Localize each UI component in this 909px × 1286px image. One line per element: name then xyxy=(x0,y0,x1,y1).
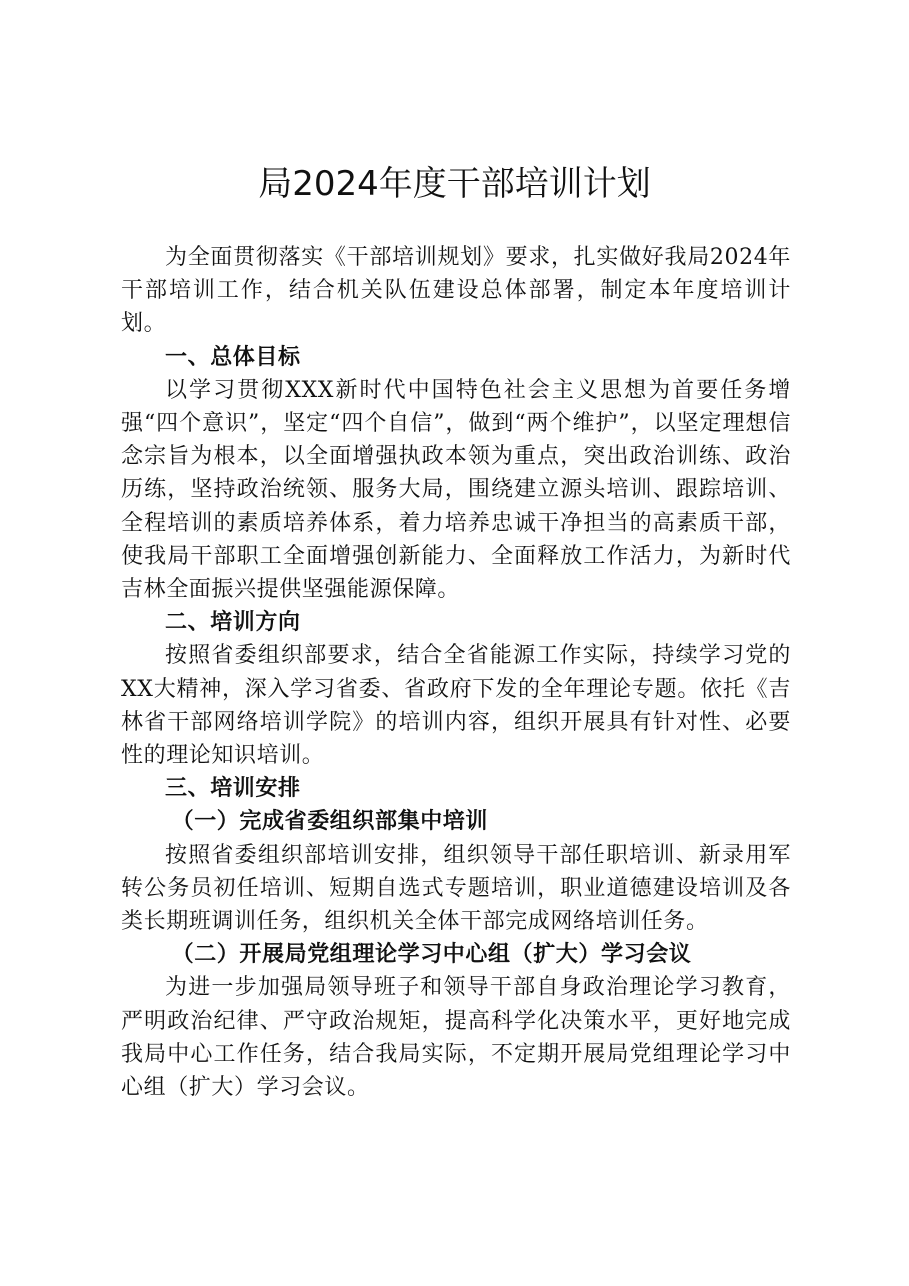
subsection-heading-provincial-training: （一）完成省委组织部集中培训 xyxy=(171,808,488,835)
document-title: 局2024年度干部培训计划 xyxy=(258,164,651,204)
section-paragraph-goals: 以学习贯彻XXX新时代中国特色社会主义思想为首要任务增强“四个意识”，坚定“四个自信”，做到“两个维护”，以坚定理想信念宗旨为根本，以全面增强执政本领为重点，突出政治训练、政治历练，坚持政治统领、服务大局，围绕建立源头培训、跟踪培训、全程培训的素质培养体系，着力培养忠诚干净担当的高素质干部，使我局干部职工全面增强创新能力、全面释放工作活力，为新时代吉林全面振兴提供坚强能源保障。 xyxy=(121,377,791,603)
subsection-paragraph-provincial-training: 按照省委组织部培训安排，组织领导干部任职培训、新录用军转公务员初任培训、短期自选式专题培训，职业道德建设培训及各类长期班调训任务，组织机关全体干部完成网络培训任务。 xyxy=(121,842,791,935)
section-heading-direction: 二、培训方向 xyxy=(165,610,301,636)
subsection-heading-study-meetings: （二）开展局党组理论学习中心组（扩大）学习会议 xyxy=(171,941,692,968)
section-paragraph-direction: 按照省委组织部要求，结合全省能源工作实际，持续学习党的XX大精神，深入学习省委、省政府下发的全年理论专题。依托《吉林省干部网络培训学院》的培训内容，组织开展具有针对性、必要性的理论知识培训。 xyxy=(121,643,791,769)
document-body xyxy=(121,241,791,1104)
section-heading-goals: 一、总体目标 xyxy=(165,344,301,370)
intro-paragraph: 为全面贯彻落实《干部培训规划》要求，扎实做好我局2024年干部培训工作，结合机关队伍建设总体部署，制定本年度培训计划。 xyxy=(121,245,791,337)
section-heading-arrangement: 三、培训安排 xyxy=(165,776,301,802)
subsection-paragraph-study-meetings: 为进一步加强局领导班子和领导干部自身政治理论学习教育，严明政治纪律、严守政治规矩，提高科学化决策水平，更好地完成我局中心工作任务，结合我局实际，不定期开展局党组理论学习中心组（扩大）学习会议。 xyxy=(121,975,791,1101)
